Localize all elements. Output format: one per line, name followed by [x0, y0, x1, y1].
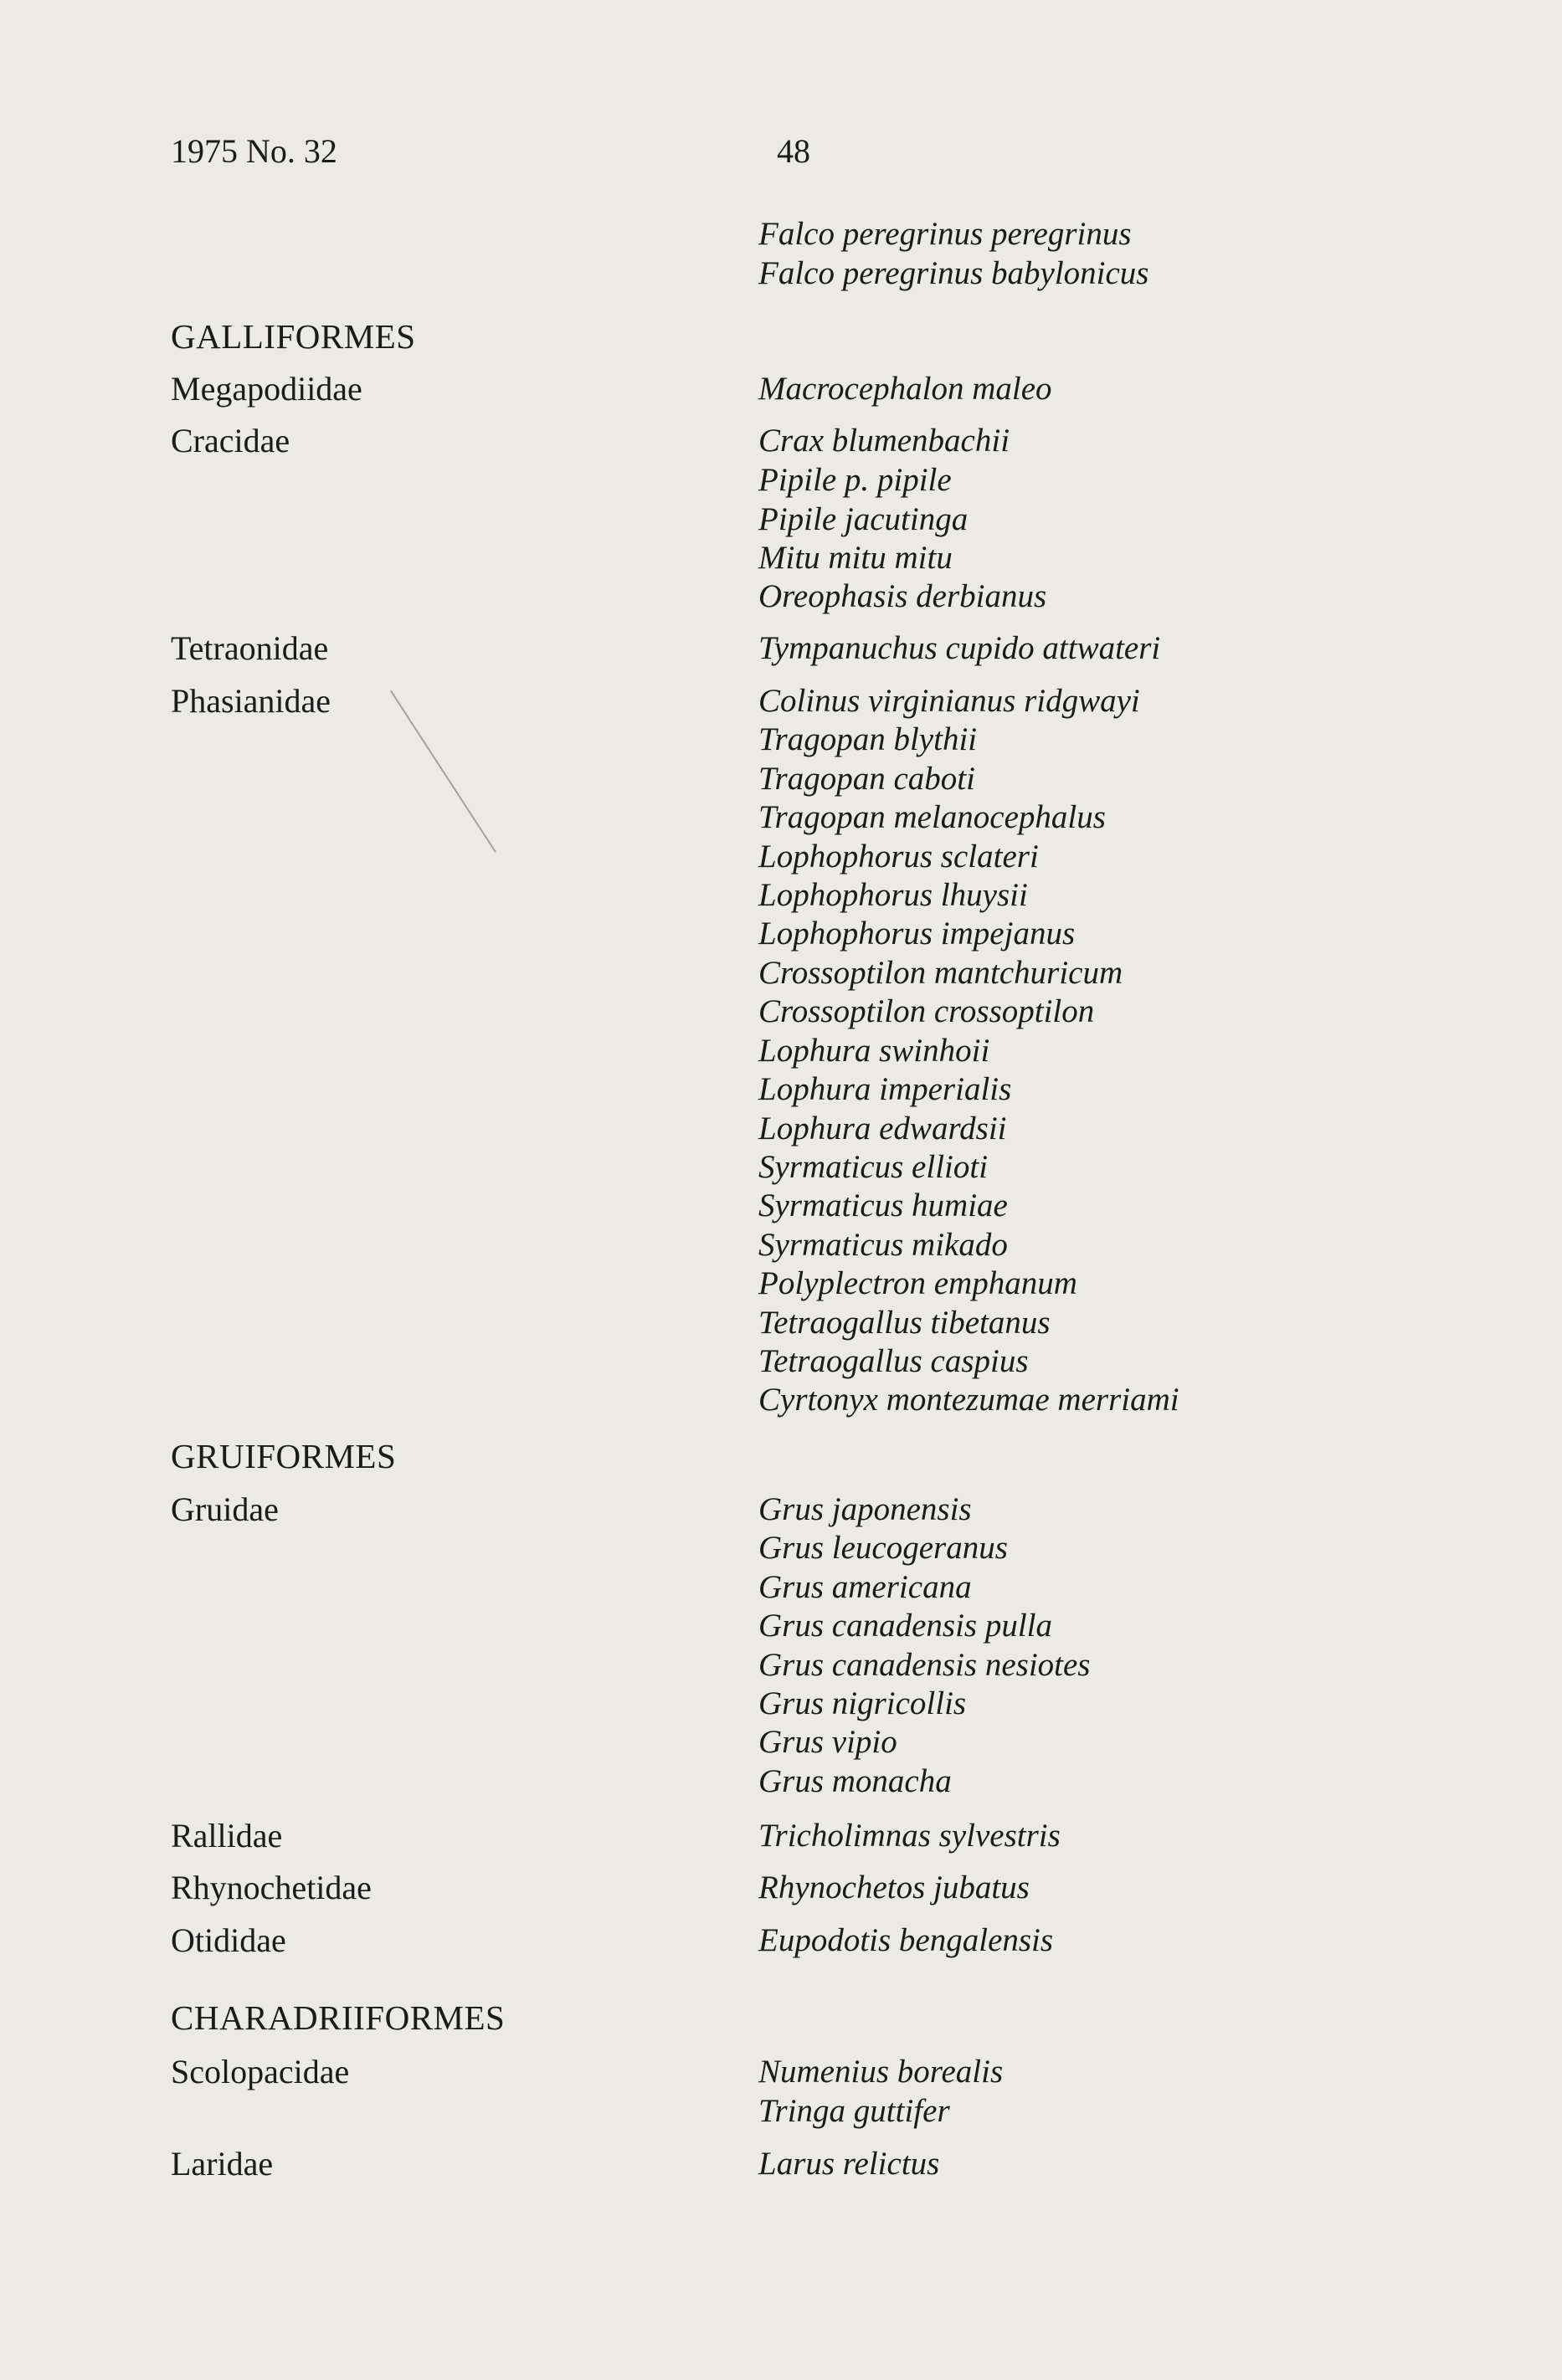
- species-name: Oreophasis derbianus: [758, 578, 1047, 614]
- species-name: Tetraogallus caspius: [758, 1343, 1029, 1379]
- species-name: Tetraogallus tibetanus: [758, 1305, 1051, 1341]
- species-name: Pipile p. pipile: [758, 462, 952, 498]
- species-name: Grus japonensis: [758, 1491, 972, 1527]
- species-name: Tragopan melanocephalus: [758, 799, 1106, 835]
- family-name: Scolopacidae: [171, 2053, 350, 2090]
- species-name: Grus canadensis nesiotes: [758, 1647, 1091, 1683]
- pencil-mark: [390, 690, 496, 853]
- order-heading: GRUIFORMES: [171, 1437, 397, 1475]
- species-name: Rhynochetos jubatus: [758, 1870, 1030, 1906]
- species-name: Larus relictus: [758, 2146, 940, 2182]
- species-name: Pipile jacutinga: [758, 501, 969, 537]
- species-name: Grus americana: [758, 1569, 972, 1605]
- species-name: Lophura edwardsii: [758, 1110, 1007, 1146]
- species-name: Syrmaticus ellioti: [758, 1149, 989, 1185]
- species-name: Polyplectron emphanum: [758, 1265, 1077, 1301]
- species-name: Lophophorus sclateri: [758, 839, 1039, 875]
- species-name: Syrmaticus mikado: [758, 1227, 1008, 1263]
- species-name: Tringa guttifer: [758, 2093, 950, 2129]
- family-name: Tetraonidae: [171, 629, 329, 667]
- family-name: Gruidae: [171, 1490, 279, 1528]
- family-name: Rhynochetidae: [171, 1869, 372, 1906]
- order-heading: CHARADRIIFORMES: [171, 1998, 506, 2037]
- species-name: Cyrtonyx montezumae merriami: [758, 1382, 1179, 1418]
- species-name: Macrocephalon maleo: [758, 371, 1052, 407]
- species-name: Numenius borealis: [758, 2054, 1004, 2090]
- species-name: Syrmaticus humiae: [758, 1187, 1008, 1223]
- order-heading: GALLIFORMES: [171, 317, 416, 356]
- species-name: Lophura swinhoii: [758, 1033, 990, 1069]
- family-name: Otididae: [171, 1921, 286, 1959]
- species-name: Colinus virginianus ridgwayi: [758, 683, 1140, 719]
- species-name: Tragopan caboti: [758, 761, 975, 797]
- species-name: Lophophorus impejanus: [758, 916, 1076, 951]
- species-name: Eupodotis bengalensis: [758, 1922, 1054, 1958]
- species-name: Tragopan blythii: [758, 721, 978, 757]
- species-name: Tympanuchus cupido attwateri: [758, 630, 1161, 666]
- species-name: Grus canadensis pulla: [758, 1608, 1052, 1644]
- page-number: 48: [777, 132, 810, 170]
- species-name: Crossoptilon crossoptilon: [758, 993, 1095, 1029]
- species-name: Lophophorus lhuysii: [758, 877, 1028, 913]
- species-name: Falco peregrinus babylonicus: [758, 255, 1149, 291]
- species-name: Grus leucogeranus: [758, 1530, 1008, 1566]
- species-name: Mitu mitu mitu: [758, 540, 953, 576]
- family-name: Phasianidae: [171, 682, 331, 720]
- family-name: Laridae: [171, 2145, 274, 2183]
- species-name: Crossoptilon mantchuricum: [758, 955, 1123, 991]
- species-name: Tricholimnas sylvestris: [758, 1818, 1061, 1854]
- species-name: Crax blumenbachii: [758, 423, 1010, 459]
- family-name: Megapodiidae: [171, 370, 362, 408]
- species-name: Grus monacha: [758, 1763, 952, 1799]
- species-name: Grus nigricollis: [758, 1685, 967, 1721]
- family-name: Cracidae: [171, 422, 290, 459]
- species-name: Lophura imperialis: [758, 1071, 1012, 1107]
- family-name: Rallidae: [171, 1817, 283, 1854]
- species-name: Grus vipio: [758, 1724, 897, 1760]
- issue-label: 1975 No. 32: [171, 132, 337, 170]
- species-name: Falco peregrinus peregrinus: [758, 216, 1132, 252]
